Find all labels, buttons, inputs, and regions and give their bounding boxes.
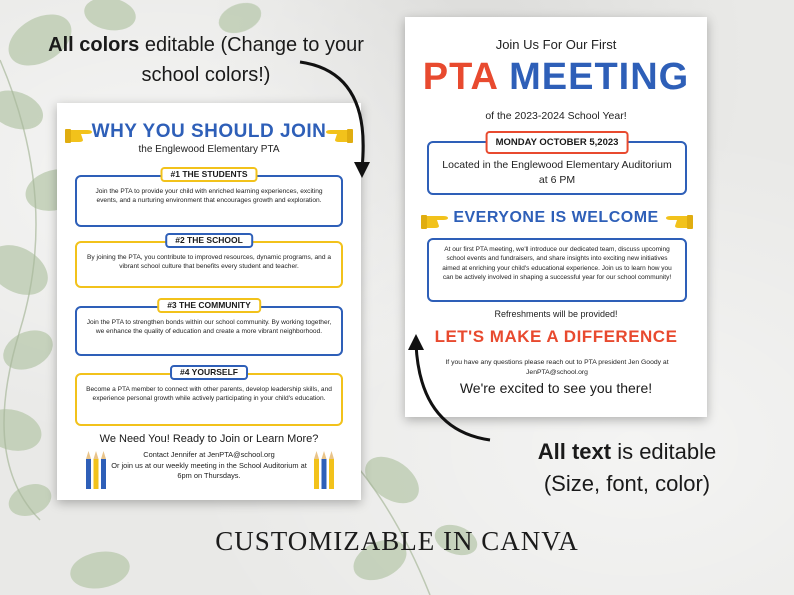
meeting-intro: Join Us For Our First: [495, 37, 617, 52]
annotation-colors-line2: school colors!): [141, 64, 271, 86]
reason-tag: #2 THE SCHOOL: [165, 233, 253, 248]
meeting-title: [405, 55, 707, 99]
meeting-difference: LET'S MAKE A DIFFERENCE: [434, 327, 678, 346]
reason-card: [75, 300, 343, 356]
reason-card: [75, 235, 343, 288]
annotation-text: [492, 436, 762, 500]
join-contact: [107, 450, 311, 482]
reason-text: Join the PTA to strengthen bonds within our school community. By working together, we enhance the quality of education and create a more vibrant neighborhood.: [86, 319, 332, 336]
join-title: WHY YOU SHOULD JOIN: [91, 121, 327, 142]
join-subtitle: the Englewood Elementary PTA: [138, 144, 280, 155]
annotation-colors-bold: All colors: [48, 34, 140, 56]
meeting-body: At our first PTA meeting, we'll introduce our dedicated team, discuss upcoming school events and fundraisers, and share insights into exciting new initiatives aimed at enriching your child's educational experience. Join us to learn how you can be actively involved in shaping a successful year for our school community!: [427, 238, 687, 302]
reason-tag: #4 YOURSELF: [170, 365, 248, 380]
pencils-icon: [85, 451, 107, 491]
meeting-welcome: EVERYONE IS WELCOME: [453, 209, 659, 226]
meeting-title-word1: PTA: [422, 56, 498, 98]
annotation-text-rest: is editable: [611, 439, 717, 464]
annotation-colors: [10, 30, 402, 90]
join-flyer: [57, 103, 361, 500]
meeting-questions-line2: JenPTA@school.org: [526, 368, 588, 376]
meeting-flyer: [405, 17, 707, 417]
footer-label: CUSTOMIZABLE IN CANVA: [215, 526, 579, 556]
annotation-text-bold: All text: [537, 439, 612, 464]
meeting-questions-line1: If you have any questions please reach out to PTA president Jen Goody at: [445, 359, 669, 366]
meeting-date: MONDAY OCTOBER 5,2023: [486, 131, 629, 154]
join-cta: We Need You! Ready to Join or Learn More?: [99, 433, 319, 445]
reason-text: Join the PTA to provide your child with enriched learning experiences, exciting events, and a nurturing environment that encourages growth and exploration.: [95, 188, 323, 205]
reason-text: Become a PTA member to connect with other parents, develop leadership skills, and experience personal growth while actively participating in your child's education.: [86, 386, 332, 403]
reason-text: By joining the PTA, you contribute to improved resources, dynamic programs, and a vibrant school culture that benefits every student and teacher.: [87, 254, 331, 271]
reason-tag: #1 THE STUDENTS: [161, 167, 258, 182]
pencils-icon: [313, 451, 335, 491]
meeting-excited: We're excited to see you there!: [459, 380, 653, 396]
annotation-colors-rest: editable (Change to your: [139, 34, 364, 56]
meeting-location-line1: Located in the Englewood Elementary Auditorium: [442, 159, 672, 171]
meeting-location-line2: at 6 PM: [538, 174, 576, 186]
join-contact-line1: Contact Jennifer at JenPTA@school.org: [143, 450, 275, 459]
reason-card: [75, 367, 343, 426]
meeting-title-word2: MEETING: [509, 56, 690, 98]
meeting-year: of the 2023-2024 School Year!: [485, 110, 627, 122]
meeting-questions: [435, 358, 679, 377]
reason-tag: #3 THE COMMUNITY: [157, 298, 261, 313]
annotation-text-line2: (Size, font, color): [543, 471, 711, 496]
meeting-info-box: [427, 137, 687, 195]
join-contact-line2: Or join us at our weekly meeting in the School Auditorium at 6pm on Thursdays.: [111, 460, 307, 480]
meeting-refreshments: Refreshments will be provided!: [494, 309, 618, 319]
reason-card: [75, 169, 343, 227]
